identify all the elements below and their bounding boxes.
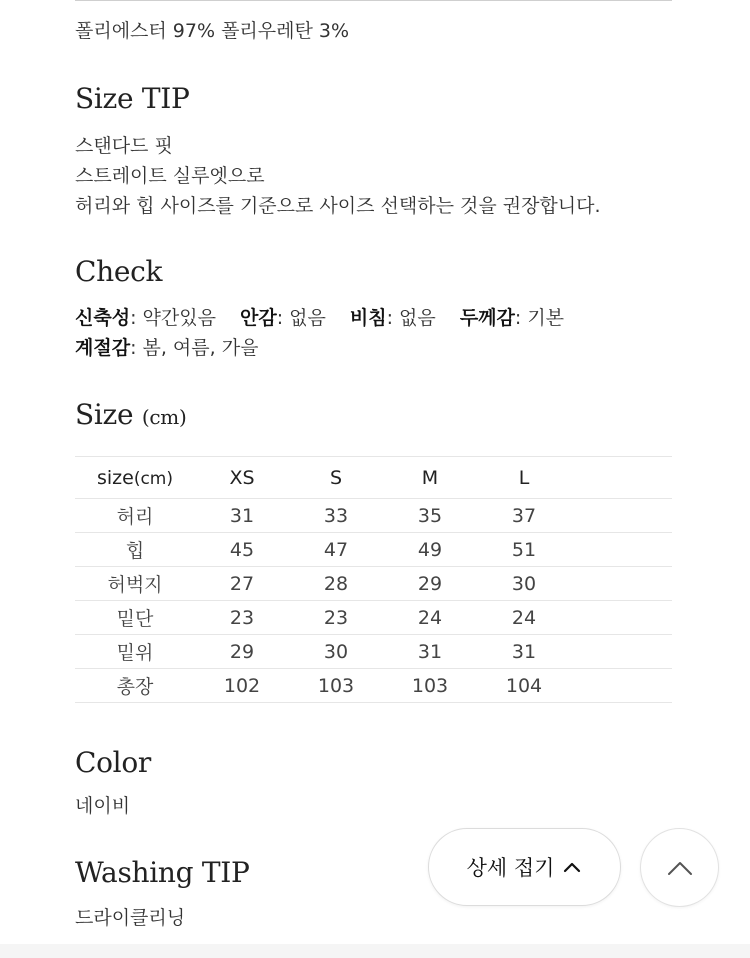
row-label: 총장 xyxy=(75,669,195,703)
size-header-label: size(cm) xyxy=(75,457,195,499)
table-cell: 23 xyxy=(195,601,289,635)
table-cell: 24 xyxy=(477,601,571,635)
color-value: 네이비 xyxy=(75,795,131,817)
table-cell: 37 xyxy=(477,499,571,533)
table-spacer xyxy=(571,457,672,499)
table-cell: 102 xyxy=(195,669,289,703)
table-cell: 31 xyxy=(383,635,477,669)
size-heading: Size (cm) xyxy=(75,398,187,431)
table-cell: 33 xyxy=(289,499,383,533)
table-cell: 103 xyxy=(383,669,477,703)
check-row-2 xyxy=(75,333,276,360)
table-spacer xyxy=(571,567,672,601)
check-row-1 xyxy=(75,303,582,330)
washing-value: 드라이클리닝 xyxy=(75,907,186,929)
size-tip-line: 허리와 힙 사이즈를 기준으로 사이즈 선택하는 것을 권장합니다. xyxy=(75,195,601,217)
material-text: 폴리에스터 97% 폴리우레탄 3% xyxy=(75,20,350,42)
table-spacer xyxy=(571,533,672,567)
size-col-header: M xyxy=(383,457,477,499)
table-cell: 51 xyxy=(477,533,571,567)
check-item-stretch: 신축성: 약간있음 xyxy=(75,307,216,329)
table-row xyxy=(75,499,672,533)
check-item-lining: 안감: 없음 xyxy=(239,307,326,329)
table-row xyxy=(75,533,672,567)
table-row xyxy=(75,669,672,703)
size-tip-line: 스탠다드 핏 xyxy=(75,135,173,157)
row-label: 밑위 xyxy=(75,635,195,669)
check-item-thickness: 두께감: 기본 xyxy=(459,307,565,329)
bottom-bar xyxy=(0,944,750,958)
table-cell: 31 xyxy=(477,635,571,669)
table-cell: 103 xyxy=(289,669,383,703)
table-cell: 29 xyxy=(383,567,477,601)
table-cell: 24 xyxy=(383,601,477,635)
table-cell: 47 xyxy=(289,533,383,567)
table-cell: 27 xyxy=(195,567,289,601)
table-cell: 23 xyxy=(289,601,383,635)
table-cell: 30 xyxy=(289,635,383,669)
check-heading: Check xyxy=(75,255,163,288)
table-spacer xyxy=(571,635,672,669)
size-col-header: XS xyxy=(195,457,289,499)
collapse-details-label: 상세 접기 xyxy=(466,856,555,880)
size-tip-line: 스트레이트 실루엣으로 xyxy=(75,165,265,187)
check-item-season: 계절감: 봄, 여름, 가을 xyxy=(75,337,259,359)
table-row xyxy=(75,601,672,635)
table-spacer xyxy=(571,669,672,703)
chevron-up-icon xyxy=(562,860,582,874)
washing-heading: Washing TIP xyxy=(75,856,250,889)
chevron-up-icon xyxy=(666,859,694,877)
table-cell: 45 xyxy=(195,533,289,567)
table-cell: 31 xyxy=(195,499,289,533)
table-cell: 104 xyxy=(477,669,571,703)
collapse-details-button[interactable] xyxy=(428,828,621,906)
table-cell: 30 xyxy=(477,567,571,601)
table-row xyxy=(75,635,672,669)
row-label: 허리 xyxy=(75,499,195,533)
size-col-header: L xyxy=(477,457,571,499)
color-heading: Color xyxy=(75,746,151,779)
size-table-header xyxy=(75,457,672,499)
table-cell: 28 xyxy=(289,567,383,601)
size-table xyxy=(75,456,672,703)
row-label: 허벅지 xyxy=(75,567,195,601)
size-col-header: S xyxy=(289,457,383,499)
table-spacer xyxy=(571,601,672,635)
row-label: 밑단 xyxy=(75,601,195,635)
table-spacer xyxy=(571,499,672,533)
check-item-sheerness: 비침: 없음 xyxy=(349,307,436,329)
table-cell: 35 xyxy=(383,499,477,533)
table-row xyxy=(75,567,672,601)
table-cell: 29 xyxy=(195,635,289,669)
row-label: 힙 xyxy=(75,533,195,567)
size-tip-heading: Size TIP xyxy=(75,82,190,115)
top-divider xyxy=(75,0,672,1)
scroll-to-top-button[interactable] xyxy=(640,828,719,907)
table-cell: 49 xyxy=(383,533,477,567)
